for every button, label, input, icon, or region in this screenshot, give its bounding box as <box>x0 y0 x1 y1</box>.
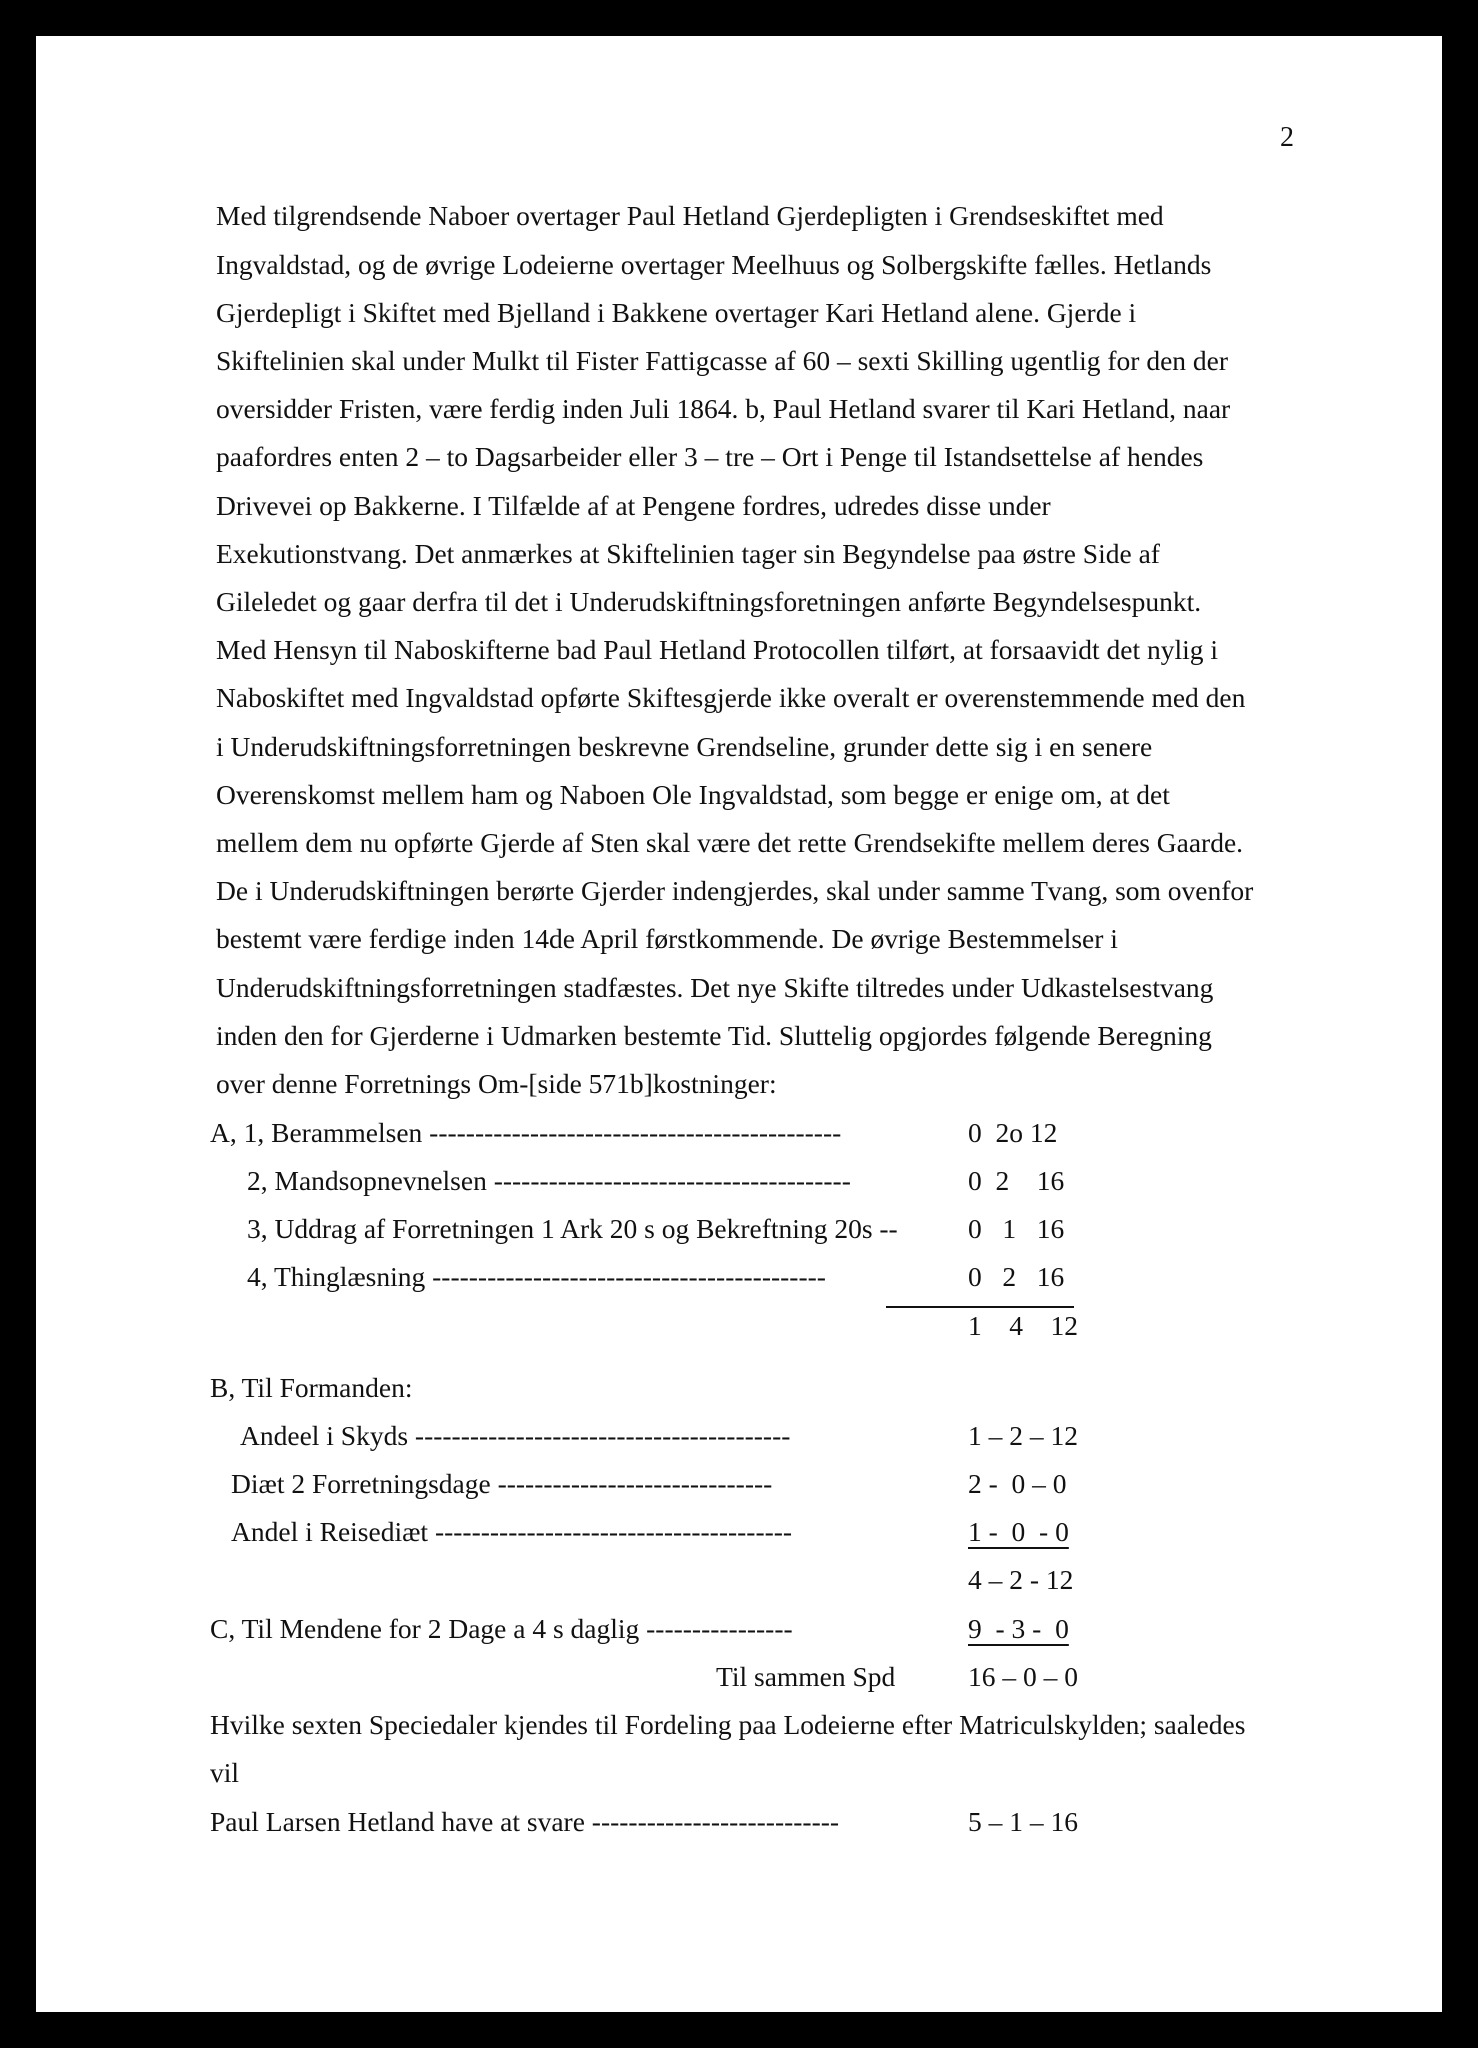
ledger-item-label: Paul Larsen Hetland have at svare --------------------------- <box>210 1806 840 1837</box>
grand-total-amount: 16 – 0 – 0 <box>968 1661 1078 1692</box>
paragraph-line: Gileledet og gaar derfra til det i Underudskiftningsforetningen anførte Begyndelsespunkt. <box>216 586 1202 617</box>
ledger-item-label: 4, Thinglæsning ------------------------------------------- <box>247 1261 826 1292</box>
section-heading: B, Til Formanden: <box>210 1372 413 1403</box>
paragraph-line: inden den for Gjerderne i Udmarken bestemte Tid. Sluttelig opgjordes følgende Beregning <box>216 1020 1212 1051</box>
paragraph-line: Hvilke sexten Speciedaler kjendes til Fordeling paa Lodeierne efter Matriculskylden; saaledes <box>210 1709 1246 1740</box>
ledger-item-amount: 2 - 0 – 0 <box>968 1468 1067 1499</box>
ledger-item-label: Andel i Reisediæt --------------------------------------- <box>231 1516 793 1547</box>
paragraph-line: Drivevei op Bakkerne. I Tilfælde af at Pengene fordres, udredes disse under <box>216 490 1051 521</box>
ledger-item-amount: 0 2o 12 <box>968 1117 1058 1148</box>
document-page <box>36 36 1442 2012</box>
paragraph-line: Gjerdepligt i Skiftet med Bjelland i Bakkene overtager Kari Hetland alene. Gjerde i <box>216 297 1137 328</box>
ledger-item-label: Diæt 2 Forretningsdage ------------------------------ <box>231 1468 773 1499</box>
ledger-item-label: Andeel i Skyds ----------------------------------------- <box>240 1420 791 1451</box>
subtotal-amount: 4 – 2 - 12 <box>968 1564 1074 1595</box>
paragraph-line: Exekutionstvang. Det anmærkes at Skiftelinien tager sin Begyndelse paa østre Side af <box>216 538 1160 569</box>
grand-total-label: Til sammen Spd <box>716 1661 896 1692</box>
ledger-item-label: 3, Uddrag af Forretningen 1 Ark 20 s og Bekreftning 20s -- <box>247 1213 898 1244</box>
paragraph-line: Overenskomst mellem ham og Naboen Ole Ingvaldstad, som begge er enige om, at det <box>216 779 1170 810</box>
subtotal-amount: 1 4 12 <box>968 1310 1078 1341</box>
paragraph-line: Med tilgrendsende Naboer overtager Paul Hetland Gjerdepligten i Grendseskiftet med <box>216 200 1164 231</box>
paragraph-line: oversidder Fristen, være ferdig inden Juli 1864. b, Paul Hetland svarer til Kari Hetland, naar <box>216 393 1231 424</box>
paragraph-line: Skiftelinien skal under Mulkt til Fister Fattigcasse af 60 – sexti Skilling ugentlig for den der <box>216 345 1229 376</box>
paragraph-line: over denne Forretnings Om-[side 571b]kostninger: <box>216 1068 777 1099</box>
ledger-item-label: 2, Mandsopnevnelsen --------------------------------------- <box>247 1165 851 1196</box>
ledger-item-label: A, 1, Berammelsen --------------------------------------------- <box>210 1117 842 1148</box>
ledger-item-label: C, Til Mendene for 2 Dage a 4 s daglig ---------------- <box>210 1613 793 1644</box>
sum-rule <box>886 1306 1074 1308</box>
ledger-item-amount: 1 – 2 – 12 <box>968 1420 1078 1451</box>
paragraph-line: mellem dem nu opførte Gjerde af Sten skal være det rette Grendsekifte mellem deres Gaarde. <box>216 827 1244 858</box>
ledger-item-amount: 9 - 3 - 0 <box>968 1613 1069 1644</box>
paragraph-line: vil <box>210 1757 240 1788</box>
paragraph-line: Ingvaldstad, og de øvrige Lodeierne overtager Meelhuus og Solbergskifte fælles. Hetlands <box>216 249 1212 280</box>
ledger-item-amount: 0 1 16 <box>968 1213 1065 1244</box>
ledger-item-amount: 0 2 16 <box>968 1165 1065 1196</box>
ledger-item-amount: 5 – 1 – 16 <box>968 1806 1078 1837</box>
paragraph-line: De i Underudskiftningen berørte Gjerder indengjerdes, skal under samme Tvang, som ovenfor <box>216 875 1254 906</box>
paragraph-line: i Underudskiftningsforretningen beskrevne Grendseline, grunder dette sig i en senere <box>216 731 1153 762</box>
paragraph-line: Underudskiftningsforretningen stadfæstes. Det nye Skifte tiltredes under Udkastelsestvang <box>216 972 1214 1003</box>
page-number: 2 <box>1280 122 1294 153</box>
paragraph-line: paafordres enten 2 – to Dagsarbeider eller 3 – tre – Ort i Penge til Istandsettelse af hendes <box>216 441 1204 472</box>
ledger-item-amount: 1 - 0 - 0 <box>968 1516 1069 1547</box>
paragraph-line: Med Hensyn til Naboskifterne bad Paul Hetland Protocollen tilført, at forsaavidt det nylig i <box>216 634 1219 665</box>
paragraph-line: bestemt være ferdige inden 14de April førstkommende. De øvrige Bestemmelser i <box>216 923 1118 954</box>
ledger-item-amount: 0 2 16 <box>968 1261 1065 1292</box>
paragraph-line: Naboskiftet med Ingvaldstad opførte Skiftesgjerde ikke overalt er overenstemmende med den <box>216 682 1246 713</box>
